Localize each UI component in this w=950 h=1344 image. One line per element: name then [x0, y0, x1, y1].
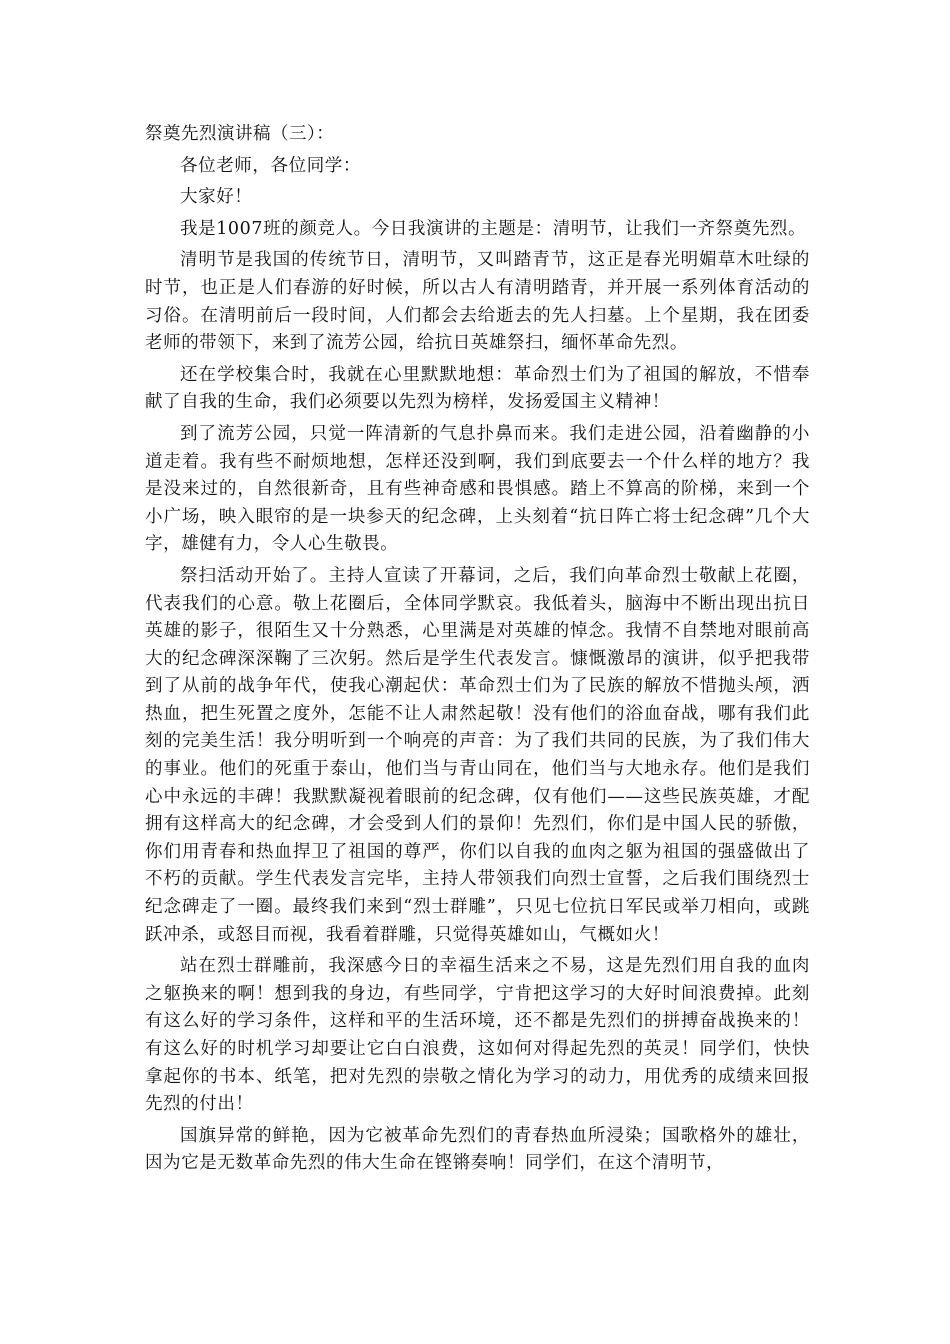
- paragraph-reflection: 站在烈士群雕前，我深感今日的幸福生活来之不易，这是先烈们用自我的血肉之躯换来的啊！想到我的身边，有些同学，宁肯把这学习的大好时间浪费掉。此刻有这么好的学习条件，这样和平的生活环境，还不都是先烈们的拼搏奋战换来的！有这么好的时机学习却要让它白白浪费，这如何对得起先烈的英灵！同学们，快快拿起你的书本、纸笔，把对先烈的崇敬之情化为学习的动力，用优秀的成绩来回报先烈的付出！: [145, 956, 810, 1115]
- paragraph-park-arrival: 到了流芳公园，只觉一阵清新的气息扑鼻而来。我们走进公园，沿着幽静的小道走着。我有些不耐烦地想，怎样还没到啊，我们到底要去一个什么样的地方？我是没来过的，自然很新奇，且有些神奇感和畏惧感。踏上不算高的阶梯，来到一个小广场，映入眼帘的是一块参天的纪念碑，上头刻着“抗日阵亡将士纪念碑”几个大字，雄健有力，令人心生敬畏。: [145, 423, 810, 555]
- paragraph-school-gathering: 还在学校集合时，我就在心里默默地想：革命烈士们为了祖国的解放，不惜奉献了自我的生命，我们必须要以先烈为榜样，发扬爱国主义精神！: [145, 364, 810, 413]
- document-body: [145, 121, 810, 1182]
- paragraph-introduction: 我是1007班的颜竞人。今日我演讲的主题是：清明节，让我们一齐祭奠先烈。: [180, 218, 807, 239]
- paragraph-salutation: 各位老师，各位同学：: [180, 155, 361, 176]
- paragraph-flag-anthem: 国旗异常的鲜艳，因为它被革命先烈们的青春热血所浸染；国歌格外的雄壮，因为它是无数革命先烈的伟大生命在铿锵奏响！同学们，在这个清明节，: [145, 1125, 810, 1174]
- paragraph-memorial-ceremony: 祭扫活动开始了。主持人宣读了开幕词，之后，我们向革命烈士敬献上花圈，代表我们的心意。敬上花圈后，全体同学默哀。我低着头，脑海中不断出现出抗日英雄的影子，很陌生又十分熟悉，心里满是对英雄的悼念。我情不自禁地对眼前高大的纪念碑深深鞠了三次躬。然后是学生代表发言。慷慨激昂的演讲，似乎把我带到了从前的战争年代，使我心潮起伏：革命烈士们为了民族的解放不惜抛头颅，洒热血，把生死置之度外，怎能不让人肃然起敬！没有他们的浴血奋战，哪有我们此刻的完美生活！我分明听到一个响亮的声音：为了我们共同的民族，为了我们伟大的事业。他们的死重于泰山，他们当与青山同在，他们当与大地永存。他们是我们心中永远的丰碑！我默默凝视着眼前的纪念碑，仅有他们——这些民族英雄，才配拥有这样高大的纪念碑，才会受到人们的景仰！先烈们，你们是中国人民的骄傲，你们用青春和热血捍卫了祖国的尊严，你们以自我的血肉之躯为祖国的强盛做出了不朽的贡献。学生代表发言完毕，主持人带领我们向烈士宣誓，之后我们围绕烈士纪念碑走了一圈。最终我们来到“烈士群雕”，只见七位抗日军民或举刀相向，或跳跃冲杀，或怒目而视，我看着群雕，只觉得英雄如山，气概如火！: [145, 565, 810, 945]
- paragraph-greeting: 大家好！: [180, 187, 253, 208]
- document-title: 祭奠先烈演讲稿（三）：: [145, 124, 335, 144]
- paragraph-qingming-festival: 清明节是我国的传统节日，清明节，又叫踏青节，这正是春光明媚草木吐绿的时节，也正是人们春游的好时候，所以古人有清明踏青，并开展一系列体育活动的习俗。在清明前后一段时间，人们都会去给逝去的先人扫墓。上个星期，我在团委老师的带领下，来到了流芳公园，给抗日英雄祭扫，缅怀革命先烈。: [145, 250, 810, 354]
